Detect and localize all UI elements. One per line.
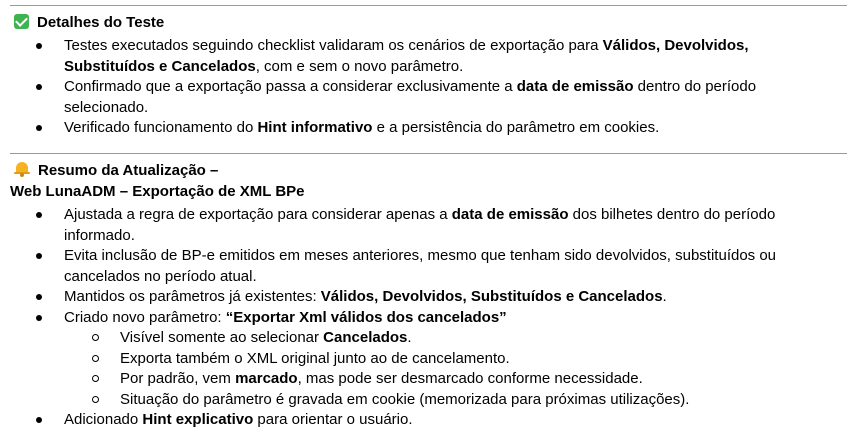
list-item: Testes executados seguindo checklist validaram os cenários de exportação para Válidos, Devolvidos, Substituídos e Cancelados, com e sem o novo parâmetro.	[0, 36, 857, 77]
sub-list-item: Visível somente ao selecionar Cancelados.	[64, 328, 827, 349]
list-item: Verificado funcionamento do Hint informativo e a persistência do parâmetro em cookies.	[0, 118, 857, 139]
section-heading-test-details	[14, 13, 164, 32]
section-subtitle: Web LunaADM – Exportação de XML BPe	[10, 183, 305, 200]
middle-divider	[10, 153, 847, 154]
list-item: Confirmado que a exportação passa a considerar exclusivamente a data de emissão dentro do período selecionado.	[0, 77, 857, 118]
test-details-list	[0, 36, 857, 139]
bell-icon	[14, 161, 30, 177]
check-mark-button-icon	[14, 14, 29, 29]
sub-list-item: Situação do parâmetro é gravada em cookie (memorizada para próximas utilizações).	[64, 390, 827, 411]
sub-list-item: Por padrão, vem marcado, mas pode ser desmarcado conforme necessidade.	[64, 369, 827, 390]
list-item: Criado novo parâmetro: “Exportar Xml válidos dos cancelados” Visível somente ao selecionar Cancelados. Exporta também o XML original junto ao de cancelamento. Por padrão, vem marcado, mas pode ser desmarcado conforme necessidade. Situação do parâmetro é gravada em cookie (memorizada para próximas utilizações).	[0, 308, 857, 411]
list-item: Ajustada a regra de exportação para considerar apenas a data de emissão dos bilhetes dentro do período informado.	[0, 205, 857, 246]
update-summary-list	[0, 205, 857, 431]
list-item: Adicionado Hint explicativo para orientar o usuário.	[0, 410, 857, 431]
section-title: Resumo da Atualização –	[38, 162, 219, 179]
list-item: Mantidos os parâmetros já existentes: Válidos, Devolvidos, Substituídos e Cancelados.	[0, 287, 857, 308]
list-item: Evita inclusão de BP-e emitidos em meses anteriores, mesmo que tenham sido devolvidos, substituídos ou cancelados no período atual.	[0, 246, 857, 287]
top-divider	[10, 5, 847, 6]
parameter-details-list	[64, 328, 827, 410]
sub-list-item: Exporta também o XML original junto ao de cancelamento.	[64, 349, 827, 370]
section-heading-update-summary	[14, 161, 218, 180]
section-title: Detalhes do Teste	[37, 14, 165, 31]
